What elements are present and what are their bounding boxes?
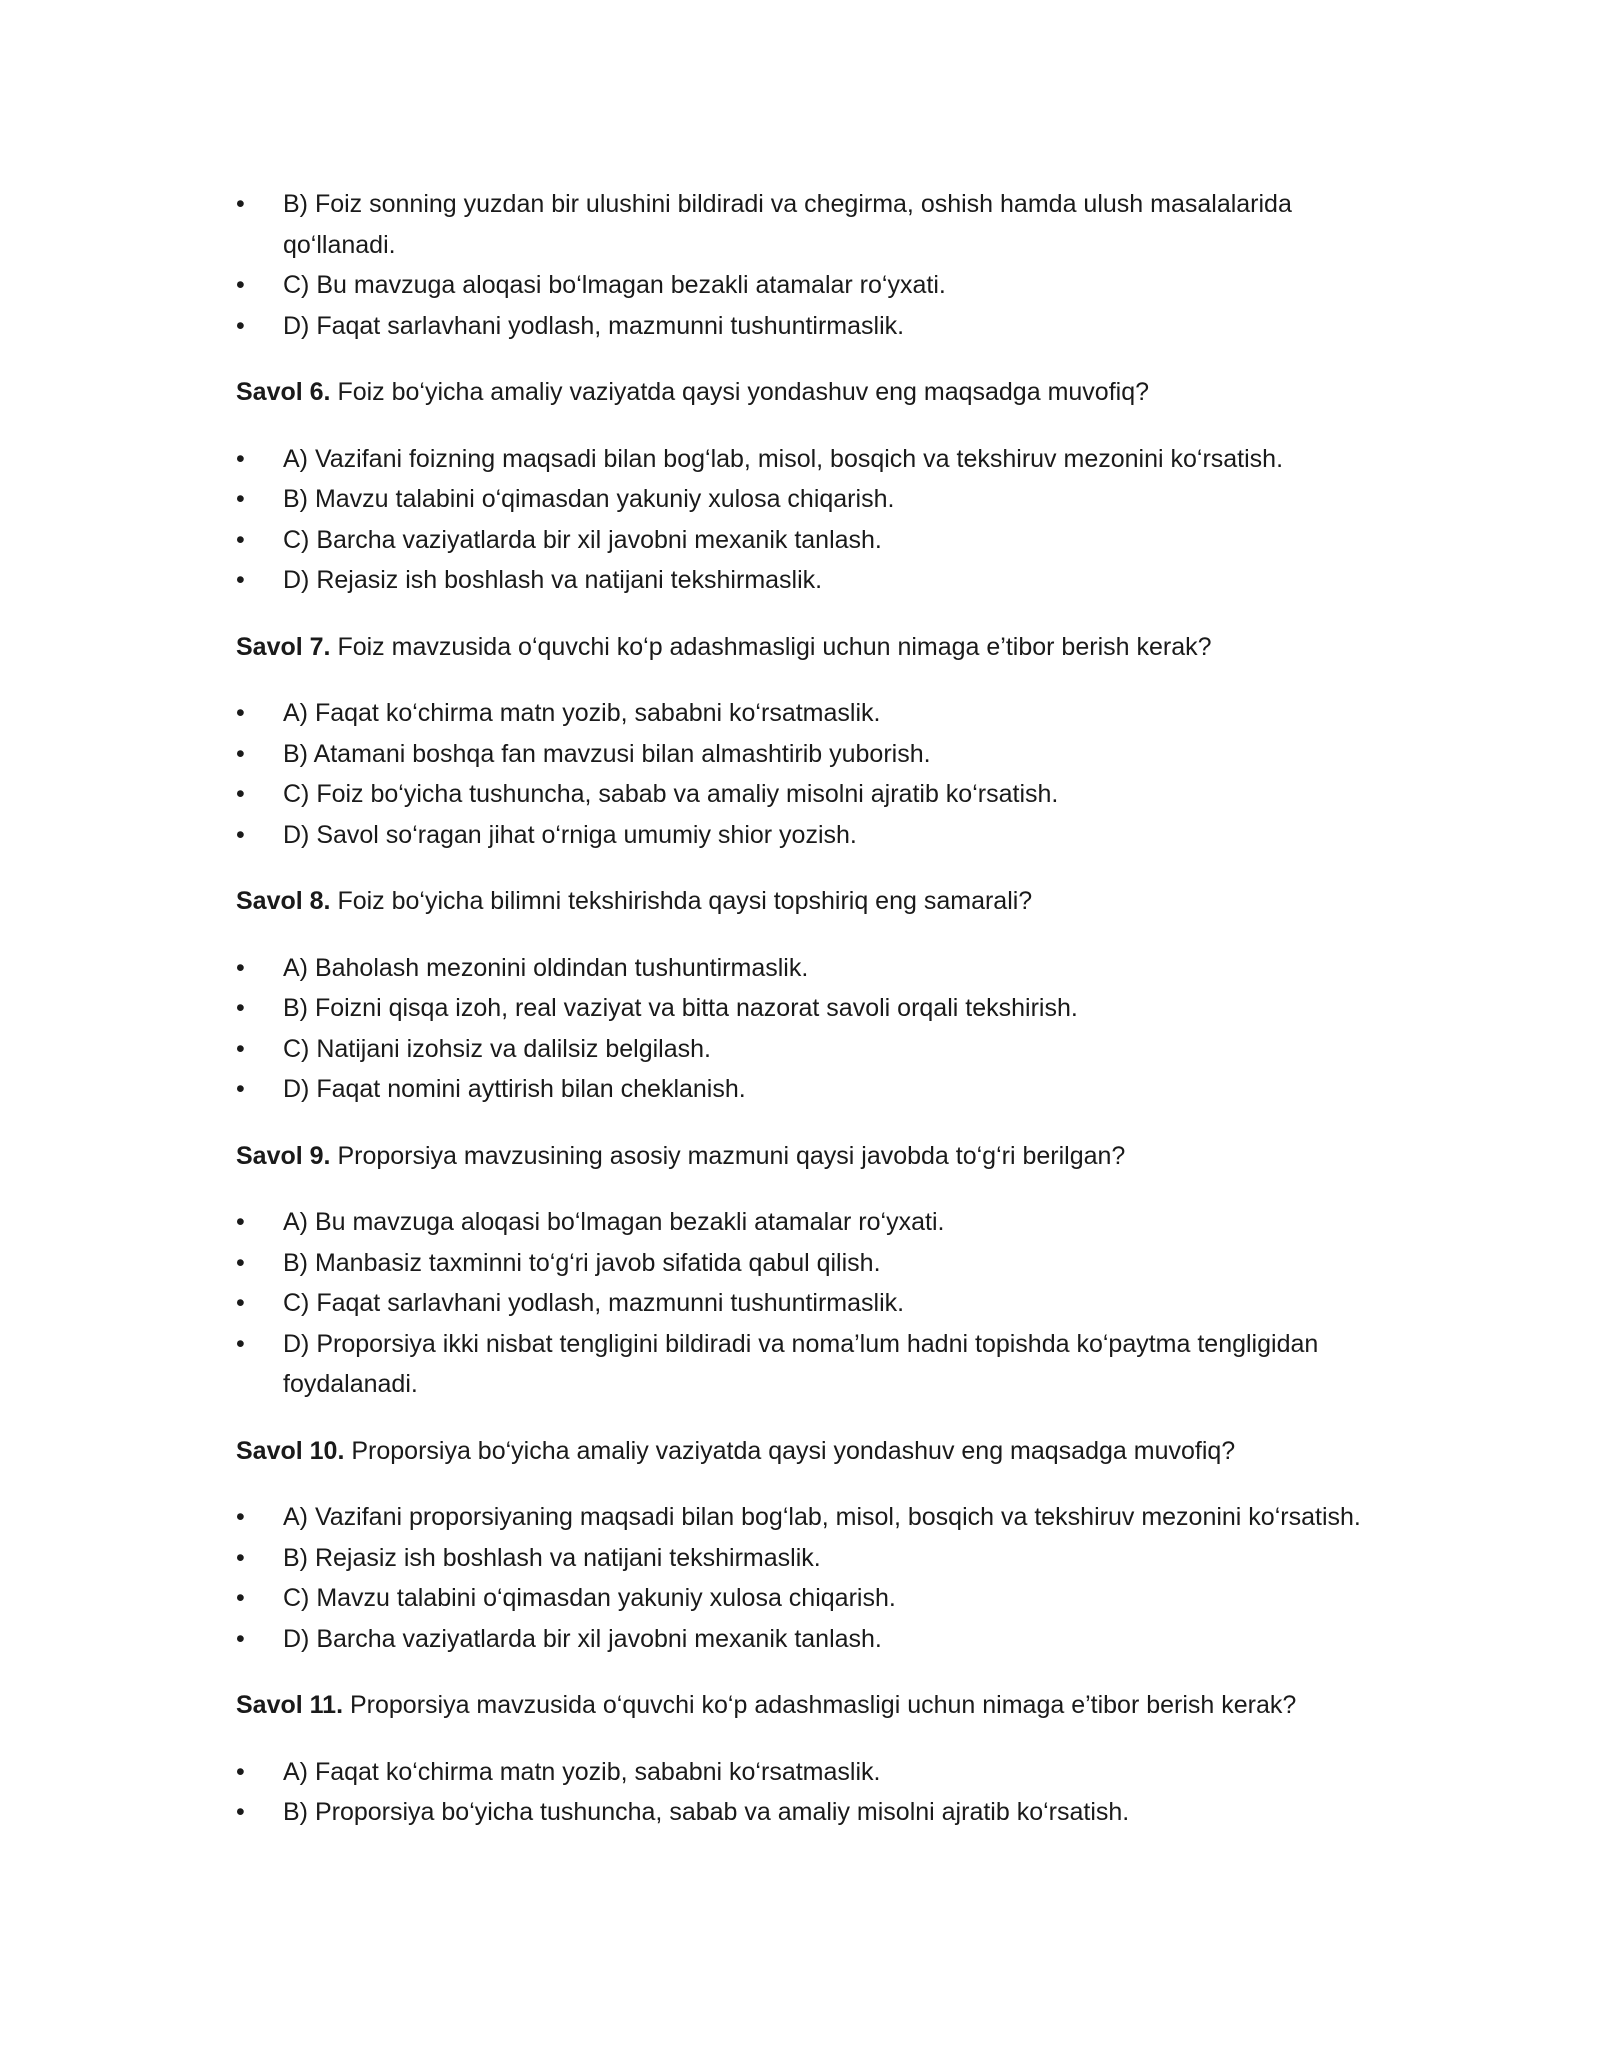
option-text: C) Bu mavzuga aloqasi bo‘lmagan bezakli atamalar ro‘yxati. xyxy=(283,271,946,299)
option-item xyxy=(236,1619,1366,1660)
question-heading xyxy=(236,1431,1366,1472)
option-text: A) Baholash mezonini oldindan tushuntirmaslik. xyxy=(283,953,809,982)
option-item xyxy=(236,1752,1366,1793)
question-heading xyxy=(236,627,1366,668)
bullet-icon: • xyxy=(236,566,245,594)
option-list xyxy=(236,439,1366,601)
option-item xyxy=(236,1029,1366,1070)
option-list xyxy=(236,1497,1366,1659)
question-text: Proporsiya bo‘yicha amaliy vaziyatda qaysi yondashuv eng maqsadga muvofiq? xyxy=(344,1436,1236,1465)
option-list xyxy=(236,1202,1366,1405)
option-list xyxy=(236,184,1366,346)
question-label: Savol 7. xyxy=(236,632,331,661)
bullet-icon: • xyxy=(236,311,245,340)
option-item xyxy=(236,1202,1366,1243)
option-item xyxy=(236,1538,1366,1579)
option-text: A) Faqat ko‘chirma matn yozib, sababni ko‘rsatmaslik. xyxy=(283,699,881,727)
option-text: A) Bu mavzuga aloqasi bo‘lmagan bezakli atamalar ro‘yxati. xyxy=(283,1208,945,1236)
option-item xyxy=(236,948,1366,989)
option-text: B) Atamani boshqa fan mavzusi bilan almashtirib yuborish. xyxy=(283,739,931,768)
option-item xyxy=(236,1069,1366,1110)
option-text: C) Natijani izohsiz va dalilsiz belgilash. xyxy=(283,1034,711,1063)
bullet-icon: • xyxy=(236,1584,245,1612)
document-page xyxy=(236,184,1366,1833)
option-item xyxy=(236,815,1366,856)
question-label: Savol 6. xyxy=(236,378,331,406)
option-text: B) Proporsiya bo‘yicha tushuncha, sabab va amaliy misolni ajratib ko‘rsatish. xyxy=(283,1798,1130,1826)
question-text: Proporsiya mavzusining asosiy mazmuni qaysi javobda to‘g‘ri berilgan? xyxy=(330,1141,1126,1170)
option-text: D) Proporsiya ikki nisbat tengligini bildiradi va noma’lum hadni topishda ko‘paytma tengligidan foydalanadi. xyxy=(283,1329,1319,1398)
option-text: D) Barcha vaziyatlarda bir xil javobni mexanik tanlash. xyxy=(283,1624,882,1653)
bullet-icon: • xyxy=(236,953,245,982)
question-heading xyxy=(236,1685,1366,1726)
option-item xyxy=(236,560,1366,601)
option-item xyxy=(236,1324,1366,1405)
option-text: B) Foizni qisqa izoh, real vaziyat va bitta nazorat savoli orqali tekshirish. xyxy=(283,994,1078,1022)
option-item xyxy=(236,479,1366,520)
bullet-icon: • xyxy=(236,1624,245,1653)
question-heading xyxy=(236,881,1366,922)
option-item xyxy=(236,520,1366,561)
option-text: D) Faqat nomini ayttirish bilan cheklanish. xyxy=(283,1075,746,1103)
bullet-icon: • xyxy=(236,1543,245,1572)
question-label: Savol 8. xyxy=(236,887,331,915)
option-text: D) Faqat sarlavhani yodlash, mazmunni tushuntirmaslik. xyxy=(283,311,905,340)
option-item xyxy=(236,1578,1366,1619)
option-text: C) Foiz bo‘yicha tushuncha, sabab va amaliy misolni ajratib ko‘rsatish. xyxy=(283,780,1059,808)
option-text: C) Barcha vaziyatlarda bir xil javobni mexanik tanlash. xyxy=(283,525,882,554)
option-text: B) Manbasiz taxminni to‘g‘ri javob sifatida qabul qilish. xyxy=(283,1248,881,1277)
question-text: Proporsiya mavzusida o‘quvchi ko‘p adashmasligi uchun nimaga e’tibor berish kerak? xyxy=(343,1691,1297,1719)
question-text: Foiz bo‘yicha amaliy vaziyatda qaysi yondashuv eng maqsadga muvofiq? xyxy=(330,378,1150,406)
bullet-icon: • xyxy=(236,1248,245,1277)
question-text: Foiz mavzusida o‘quvchi ko‘p adashmasligi uchun nimaga e’tibor berish kerak? xyxy=(330,632,1212,661)
option-item xyxy=(236,1792,1366,1833)
bullet-icon: • xyxy=(236,1329,245,1358)
bullet-icon: • xyxy=(236,739,245,768)
option-item xyxy=(236,439,1366,480)
option-text: B) Mavzu talabini o‘qimasdan yakuniy xulosa chiqarish. xyxy=(283,485,895,513)
question-text: Foiz bo‘yicha bilimni tekshirishda qaysi topshiriq eng samarali? xyxy=(330,887,1033,915)
option-text: C) Faqat sarlavhani yodlash, mazmunni tushuntirmaslik. xyxy=(283,1289,905,1317)
bullet-icon: • xyxy=(236,699,245,727)
bullet-icon: • xyxy=(236,1075,245,1103)
bullet-icon: • xyxy=(236,1208,245,1236)
option-text: C) Mavzu talabini o‘qimasdan yakuniy xulosa chiqarish. xyxy=(283,1584,896,1612)
option-text: A) Vazifani proporsiyaning maqsadi bilan bog‘lab, misol, bosqich va tekshiruv mezonini ko‘rsatish. xyxy=(283,1503,1361,1531)
bullet-icon: • xyxy=(236,1757,245,1786)
bullet-icon: • xyxy=(236,271,245,299)
question-label: Savol 9. xyxy=(236,1141,331,1170)
bullet-icon: • xyxy=(236,1798,245,1826)
option-item xyxy=(236,184,1366,265)
option-item xyxy=(236,734,1366,775)
option-list xyxy=(236,693,1366,855)
bullet-icon: • xyxy=(236,820,245,849)
option-item xyxy=(236,265,1366,306)
bullet-icon: • xyxy=(236,1289,245,1317)
option-item xyxy=(236,306,1366,347)
option-text: B) Foiz sonning yuzdan bir ulushini bildiradi va chegirma, oshish hamda ulush masalalarida qo‘llanadi. xyxy=(283,190,1292,259)
option-text: A) Vazifani foizning maqsadi bilan bog‘lab, misol, bosqich va tekshiruv mezonini ko‘rsatish. xyxy=(283,444,1284,473)
question-heading xyxy=(236,1136,1366,1177)
question-label: Savol 10. xyxy=(236,1436,345,1465)
option-item xyxy=(236,1243,1366,1284)
question-label: Savol 11. xyxy=(236,1691,344,1719)
option-text: D) Rejasiz ish boshlash va natijani tekshirmaslik. xyxy=(283,566,823,594)
option-text: A) Faqat ko‘chirma matn yozib, sababni ko‘rsatmaslik. xyxy=(283,1757,881,1786)
option-text: D) Savol so‘ragan jihat o‘rniga umumiy shior yozish. xyxy=(283,820,857,849)
bullet-icon: • xyxy=(236,1034,245,1063)
option-item xyxy=(236,774,1366,815)
bullet-icon: • xyxy=(236,190,245,218)
bullet-icon: • xyxy=(236,444,245,473)
option-item xyxy=(236,988,1366,1029)
bullet-icon: • xyxy=(236,780,245,808)
bullet-icon: • xyxy=(236,485,245,513)
bullet-icon: • xyxy=(236,994,245,1022)
bullet-icon: • xyxy=(236,525,245,554)
option-item xyxy=(236,1497,1366,1538)
bullet-icon: • xyxy=(236,1503,245,1531)
option-item xyxy=(236,693,1366,734)
option-text: B) Rejasiz ish boshlash va natijani tekshirmaslik. xyxy=(283,1543,821,1572)
option-item xyxy=(236,1283,1366,1324)
question-heading xyxy=(236,372,1366,413)
option-list xyxy=(236,1752,1366,1833)
option-list xyxy=(236,948,1366,1110)
